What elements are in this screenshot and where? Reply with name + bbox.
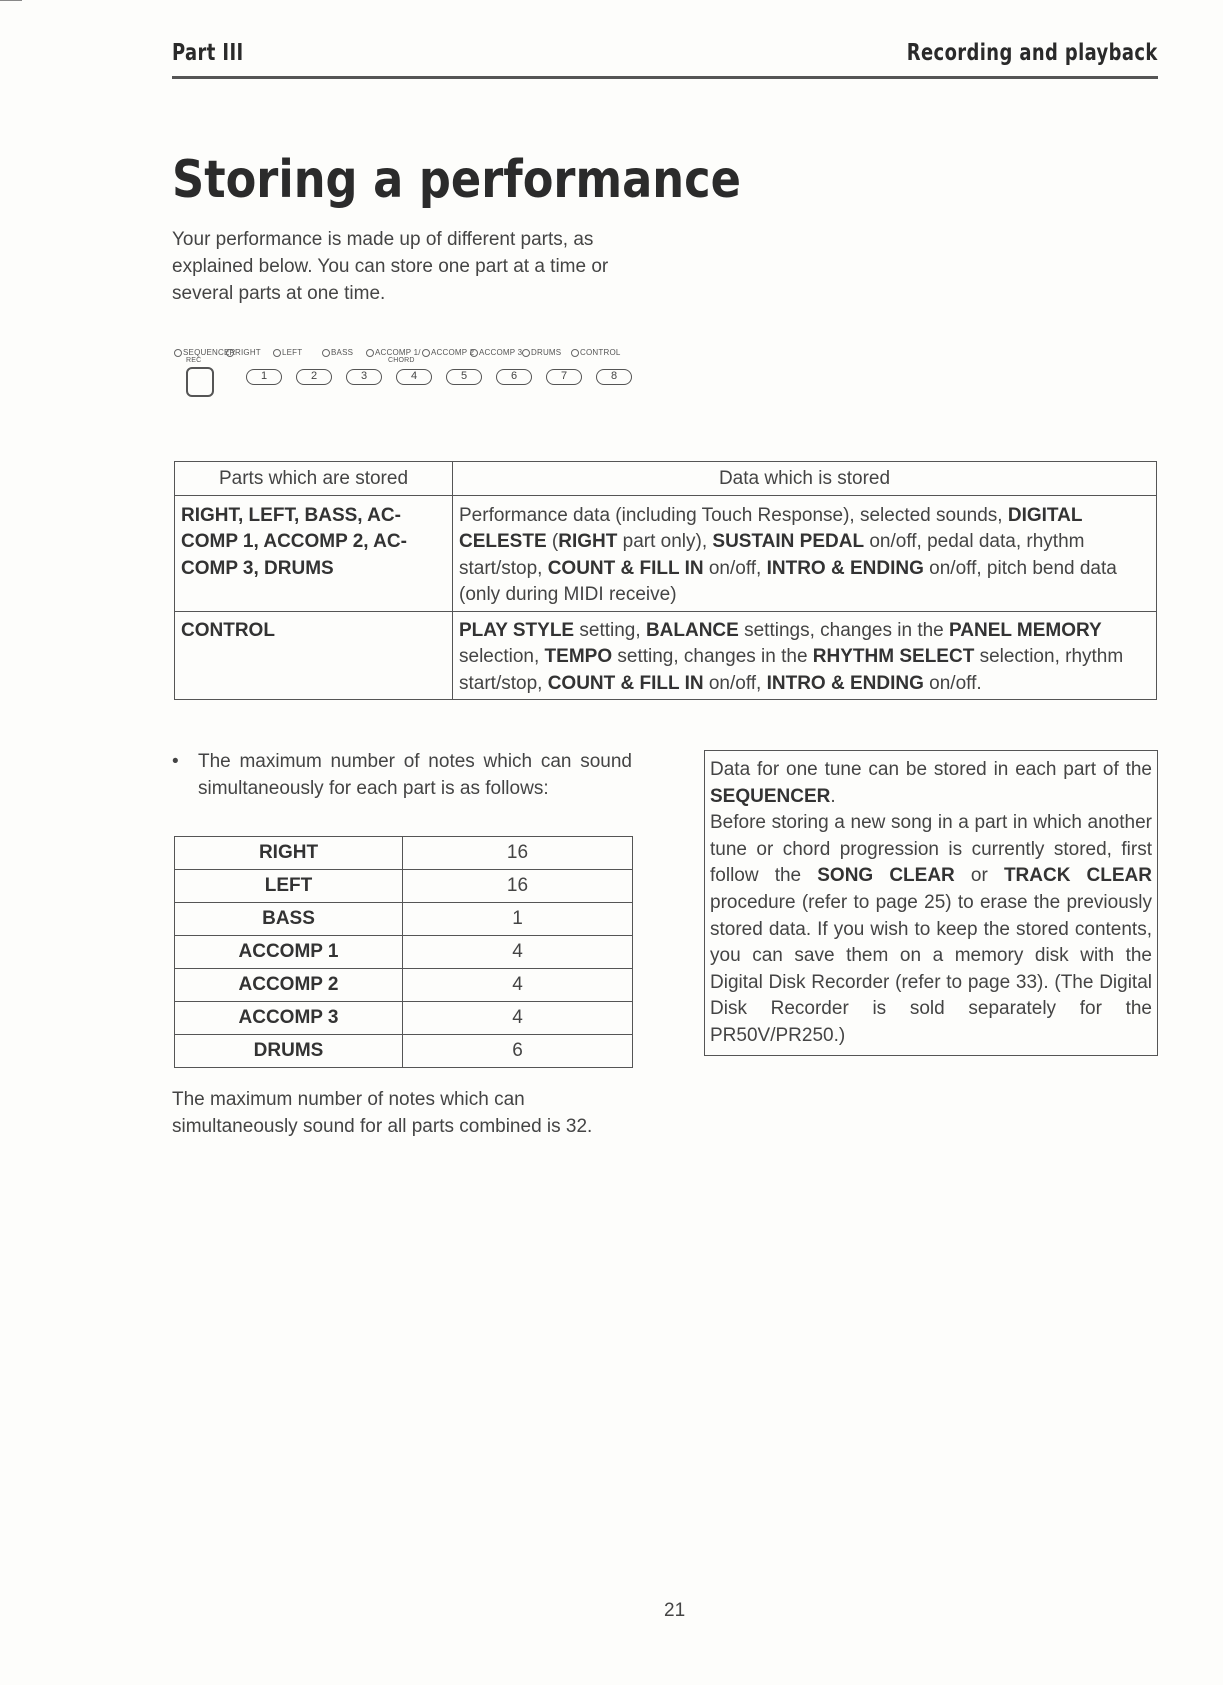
bold-term: COUNT & FILL IN	[547, 672, 704, 694]
notes-count-cell: 6	[403, 1035, 633, 1068]
notes-count-cell: 4	[403, 1002, 633, 1035]
bold-term: SUSTAIN PEDAL	[712, 531, 865, 552]
notes-part-cell: ACCOMP 3	[175, 1002, 403, 1035]
bold-term: TRACK CLEAR	[1003, 865, 1152, 887]
parts-cell: RIGHT, LEFT, BASS, AC-COMP 1, ACCOMP 2, AC-COMP 3, DRUMS	[175, 495, 453, 611]
bold-term: SONG CLEAR	[817, 865, 955, 887]
notes-count-cell: 4	[403, 969, 633, 1002]
header-data-stored: Data which is stored	[453, 462, 1157, 496]
panel-label-accomp1-chord: ACCOMP 1/ CHORD	[366, 348, 421, 357]
notes-part-cell: ACCOMP 2	[175, 969, 403, 1002]
table-row	[175, 495, 1157, 611]
data-cell: PLAY STYLE setting, BALANCE settings, changes in the PANEL MEMORY selection, TEMPO setting, changes in the RHYTHM SELECT selection, rhythm start/stop, COUNT & FILL IN on/off, INTRO & ENDING on/off.	[453, 611, 1157, 700]
sequencer-note-box	[704, 750, 1158, 1056]
notes-part-cell: LEFT	[175, 870, 403, 903]
header-parts-stored: Parts which are stored	[175, 462, 453, 496]
data-cell: Performance data (including Touch Response), selected sounds, DIGITAL CELESTE (RIGHT part only), SUSTAIN PEDAL on/off, pedal data, rhythm start/stop, COUNT & FILL IN on/off, INTRO & ENDING on/off, pitch bend data (only during MIDI receive)	[453, 495, 1157, 611]
panel-key-1: 1	[246, 369, 282, 385]
panel-key-5: 5	[446, 369, 482, 385]
bold-term: PANEL MEMORY	[949, 619, 1102, 641]
panel-key-3: 3	[346, 369, 382, 385]
notes-part-cell: DRUMS	[175, 1035, 403, 1068]
header-rule	[172, 76, 1158, 79]
panel-label-left: LEFT	[273, 348, 302, 357]
panel-label-bass: BASS	[322, 348, 353, 357]
bullet-note	[172, 748, 632, 802]
bold-term: DIGITAL CELESTE	[459, 504, 1083, 552]
bold-term: INTRO & ENDING	[766, 672, 924, 694]
table-row	[175, 1035, 633, 1068]
panel-label-right: RIGHT	[226, 348, 261, 357]
page-header	[172, 38, 1158, 78]
bullet-mark: •	[172, 751, 179, 772]
page-number: 21	[664, 1600, 686, 1621]
table-row	[175, 903, 633, 936]
table-row	[175, 611, 1157, 700]
bold-term: BALANCE	[645, 619, 739, 641]
header-part-label: Part III	[172, 40, 244, 66]
corner-mark	[0, 0, 22, 1]
bold-term: RHYTHM SELECT	[812, 646, 975, 667]
panel-key-8: 8	[596, 369, 632, 385]
panel-label-drums: DRUMS	[522, 348, 561, 357]
table-row	[175, 870, 633, 903]
panel-label-accomp2: ACCOMP 2	[422, 348, 474, 357]
parts-data-table	[174, 461, 1157, 700]
notes-part-cell: BASS	[175, 903, 403, 936]
combined-notes-text: The maximum number of notes which can simultaneously sound for all parts combined is 32.	[172, 1089, 593, 1137]
bold-term: RIGHT	[558, 531, 618, 552]
panel-label-sequencer: SEQUENCER REC	[174, 348, 235, 357]
panel-diagram	[183, 346, 656, 396]
notes-count-cell: 16	[403, 837, 633, 870]
table-row	[175, 936, 633, 969]
page-title: Storing a performance	[172, 150, 741, 210]
bold-term: PLAY STYLE	[459, 619, 575, 641]
parts-cell: CONTROL	[175, 611, 453, 700]
panel-label-control: CONTROL	[571, 348, 621, 357]
table-row	[175, 969, 633, 1002]
bold-term: COUNT & FILL IN	[547, 557, 704, 579]
header-section-label: Recording and playback	[907, 40, 1158, 66]
table-row	[175, 837, 633, 870]
panel-key-2: 2	[296, 369, 332, 385]
table-row	[175, 1002, 633, 1035]
sequencer-note-line-2: Before storing a new song in a part in which another tune or chord progression is currently stored, first follow the SONG CLEAR or TRACK CLEAR procedure (refer to page 25) to erase the previously stored data. If you wish to keep the stored contents, you can save them on a memory disk with the Digital Disk Recorder (refer to page 33). (The Digital Disk Recorder is sold separately for the PR50V/PR250.)	[710, 812, 1152, 1046]
notes-count-cell: 16	[403, 870, 633, 903]
notes-count-cell: 4	[403, 936, 633, 969]
max-notes-table	[174, 836, 633, 1068]
sequencer-rec-key	[186, 367, 214, 397]
notes-part-cell: ACCOMP 1	[175, 936, 403, 969]
bullet-text: The maximum number of notes which can sound simultaneously for each part is as follows:	[198, 751, 632, 799]
bold-term: TEMPO	[544, 646, 613, 667]
panel-key-4: 4	[396, 369, 432, 385]
notes-part-cell: RIGHT	[175, 837, 403, 870]
notes-count-cell: 1	[403, 903, 633, 936]
bold-term: SEQUENCER	[710, 785, 831, 807]
panel-label-accomp3: ACCOMP 3	[470, 348, 522, 357]
panel-key-6: 6	[496, 369, 532, 385]
panel-labels	[183, 346, 656, 366]
panel-key-7: 7	[546, 369, 582, 385]
sequencer-note-line-1: Data for one tune can be stored in each part of the SEQUENCER.	[710, 759, 1152, 807]
bold-term: INTRO & ENDING	[766, 557, 924, 579]
intro-paragraph: Your performance is made up of different parts, as explained below. You can store one part at a time or several parts at one time.	[172, 229, 609, 304]
